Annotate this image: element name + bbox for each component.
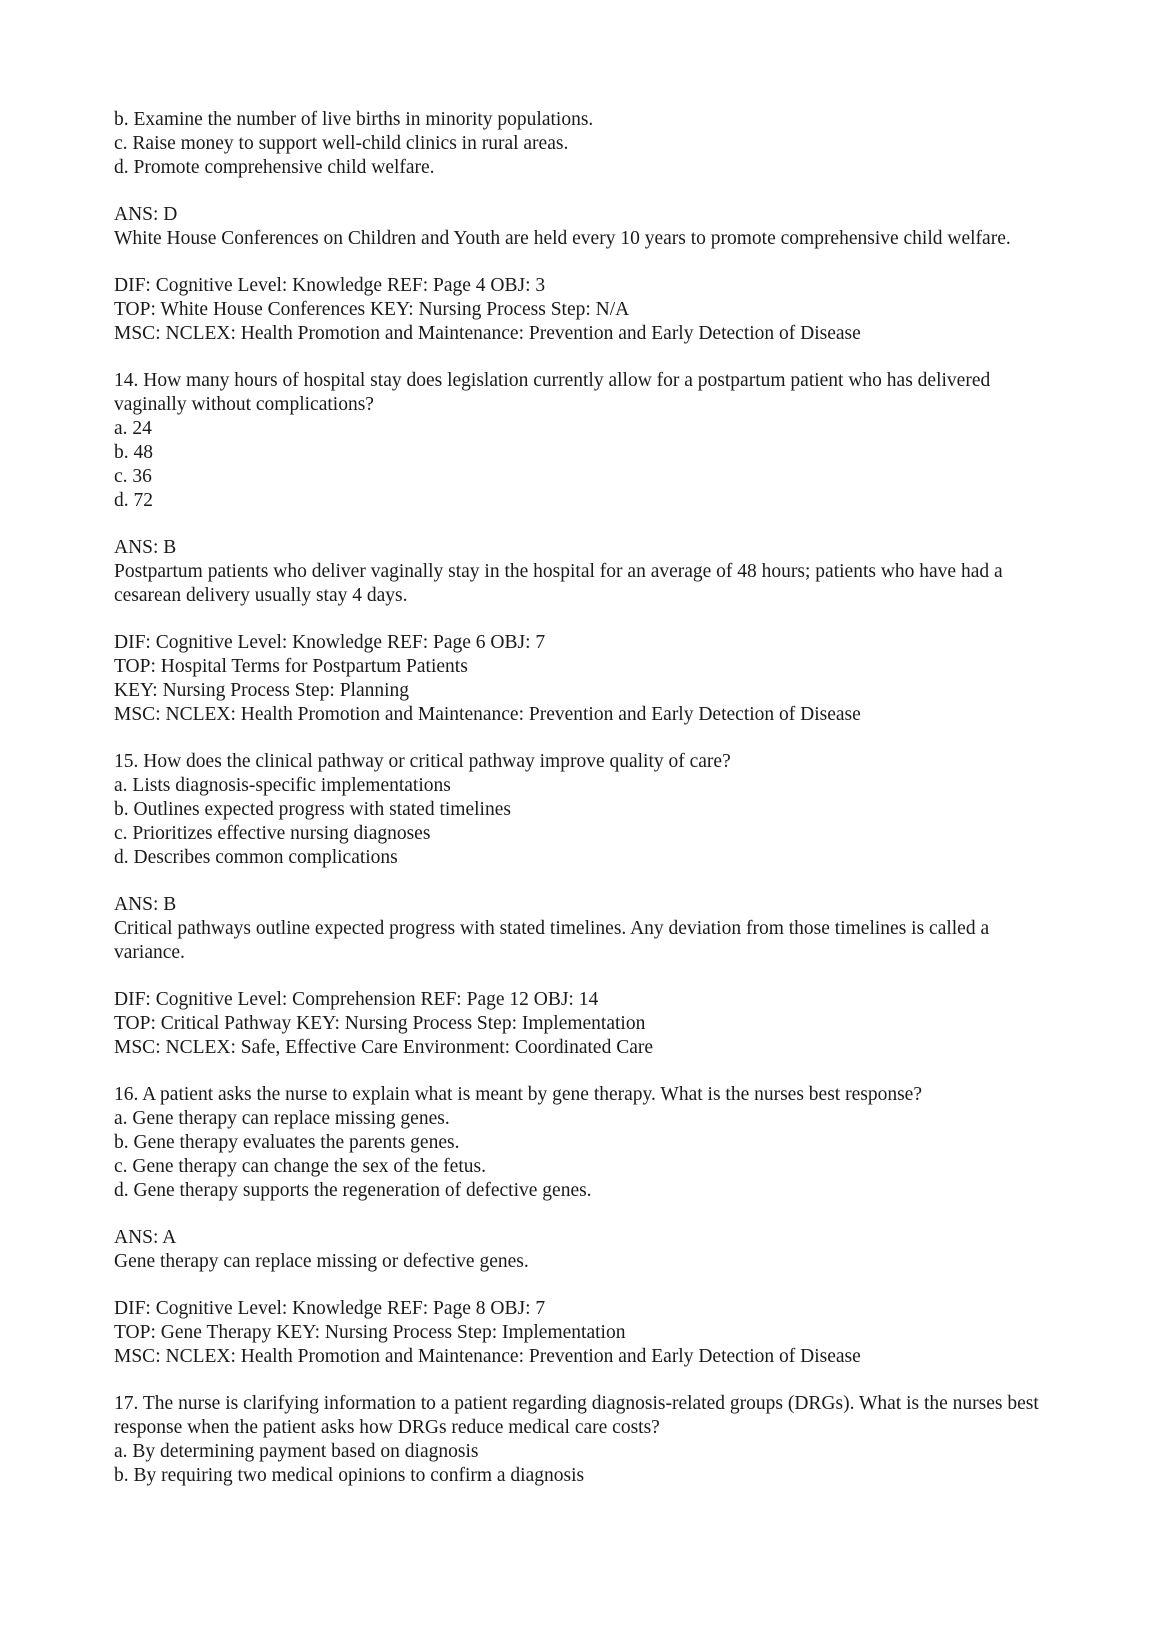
option-b: b. By requiring two medical opinions to confirm a diagnosis: [114, 1465, 585, 1486]
meta-dif: DIF: Cognitive Level: Knowledge REF: Page 6 OBJ: 7: [114, 632, 546, 653]
option-b: b. 48: [114, 442, 153, 463]
option-b: b. Gene therapy evaluates the parents genes.: [114, 1132, 460, 1153]
question-text: 16. A patient asks the nurse to explain what is meant by gene therapy. What is the nurses best response?: [114, 1084, 922, 1105]
rationale: Gene therapy can replace missing or defective genes.: [114, 1251, 529, 1272]
answer-label: ANS: A: [114, 1227, 177, 1248]
meta-dif: DIF: Cognitive Level: Knowledge REF: Page 4 OBJ: 3: [114, 275, 546, 296]
meta-msc: MSC: NCLEX: Health Promotion and Maintenance: Prevention and Early Detection of Disease: [114, 323, 861, 344]
meta-top: TOP: White House Conferences KEY: Nursing Process Step: N/A: [114, 299, 630, 320]
option-d: d. Gene therapy supports the regeneration of defective genes.: [114, 1180, 592, 1201]
meta-msc: MSC: NCLEX: Health Promotion and Maintenance: Prevention and Early Detection of Disease: [114, 704, 861, 725]
option-d: d. 72: [114, 490, 153, 511]
question-13-meta: [114, 274, 1054, 346]
option-b: b. Examine the number of live births in minority populations.: [114, 109, 594, 130]
option-c: c. Gene therapy can change the sex of the fetus.: [114, 1156, 486, 1177]
meta-dif: DIF: Cognitive Level: Comprehension REF: Page 12 OBJ: 14: [114, 989, 599, 1010]
question-15-meta: [114, 988, 1054, 1060]
rationale: Postpartum patients who deliver vaginally stay in the hospital for an average of 48 hours; patients who have had a cesarean delivery usually stay 4 days.: [114, 561, 1003, 606]
option-a: a. Lists diagnosis-specific implementations: [114, 775, 451, 796]
question-text: 14. How many hours of hospital stay does legislation currently allow for a postpartum patient who has delivered vaginally without complications?: [114, 370, 991, 415]
rationale: Critical pathways outline expected progress with stated timelines. Any deviation from those timelines is called a variance.: [114, 918, 990, 963]
question-15: [114, 750, 1054, 870]
question-14-answer: [114, 536, 1054, 608]
option-c: c. Prioritizes effective nursing diagnoses: [114, 823, 431, 844]
option-a: a. Gene therapy can replace missing genes.: [114, 1108, 450, 1129]
option-c: c. 36: [114, 466, 152, 487]
option-a: a. By determining payment based on diagnosis: [114, 1441, 479, 1462]
meta-msc: MSC: NCLEX: Safe, Effective Care Environment: Coordinated Care: [114, 1037, 654, 1058]
option-b: b. Outlines expected progress with stated timelines: [114, 799, 511, 820]
question-14: [114, 369, 1054, 513]
question-16: [114, 1083, 1054, 1203]
meta-msc: MSC: NCLEX: Health Promotion and Maintenance: Prevention and Early Detection of Disease: [114, 1346, 861, 1367]
rationale: White House Conferences on Children and Youth are held every 10 years to promote comprehensive child welfare.: [114, 228, 1011, 249]
question-17: [114, 1392, 1054, 1488]
question-text: 17. The nurse is clarifying information to a patient regarding diagnosis-related groups (DRGs). What is the nurses best response when the patient asks how DRGs reduce medical care costs?: [114, 1393, 1039, 1438]
question-16-meta: [114, 1297, 1054, 1369]
question-13-answer: [114, 203, 1054, 251]
question-14-meta: [114, 631, 1054, 727]
answer-label: ANS: B: [114, 894, 177, 915]
question-13-options: [114, 108, 1054, 180]
meta-dif: DIF: Cognitive Level: Knowledge REF: Page 8 OBJ: 7: [114, 1298, 546, 1319]
answer-label: ANS: D: [114, 204, 178, 225]
option-c: c. Raise money to support well-child clinics in rural areas.: [114, 133, 569, 154]
meta-top: TOP: Hospital Terms for Postpartum Patients: [114, 656, 468, 677]
question-15-answer: [114, 893, 1054, 965]
document-content: [114, 108, 1054, 1488]
question-text: 15. How does the clinical pathway or critical pathway improve quality of care?: [114, 751, 731, 772]
answer-label: ANS: B: [114, 537, 177, 558]
option-a: a. 24: [114, 418, 152, 439]
option-d: d. Describes common complications: [114, 847, 398, 868]
meta-top: TOP: Critical Pathway KEY: Nursing Process Step: Implementation: [114, 1013, 646, 1034]
question-16-answer: [114, 1226, 1054, 1274]
option-d: d. Promote comprehensive child welfare.: [114, 157, 435, 178]
meta-top: TOP: Gene Therapy KEY: Nursing Process Step: Implementation: [114, 1322, 626, 1343]
meta-key: KEY: Nursing Process Step: Planning: [114, 680, 410, 701]
